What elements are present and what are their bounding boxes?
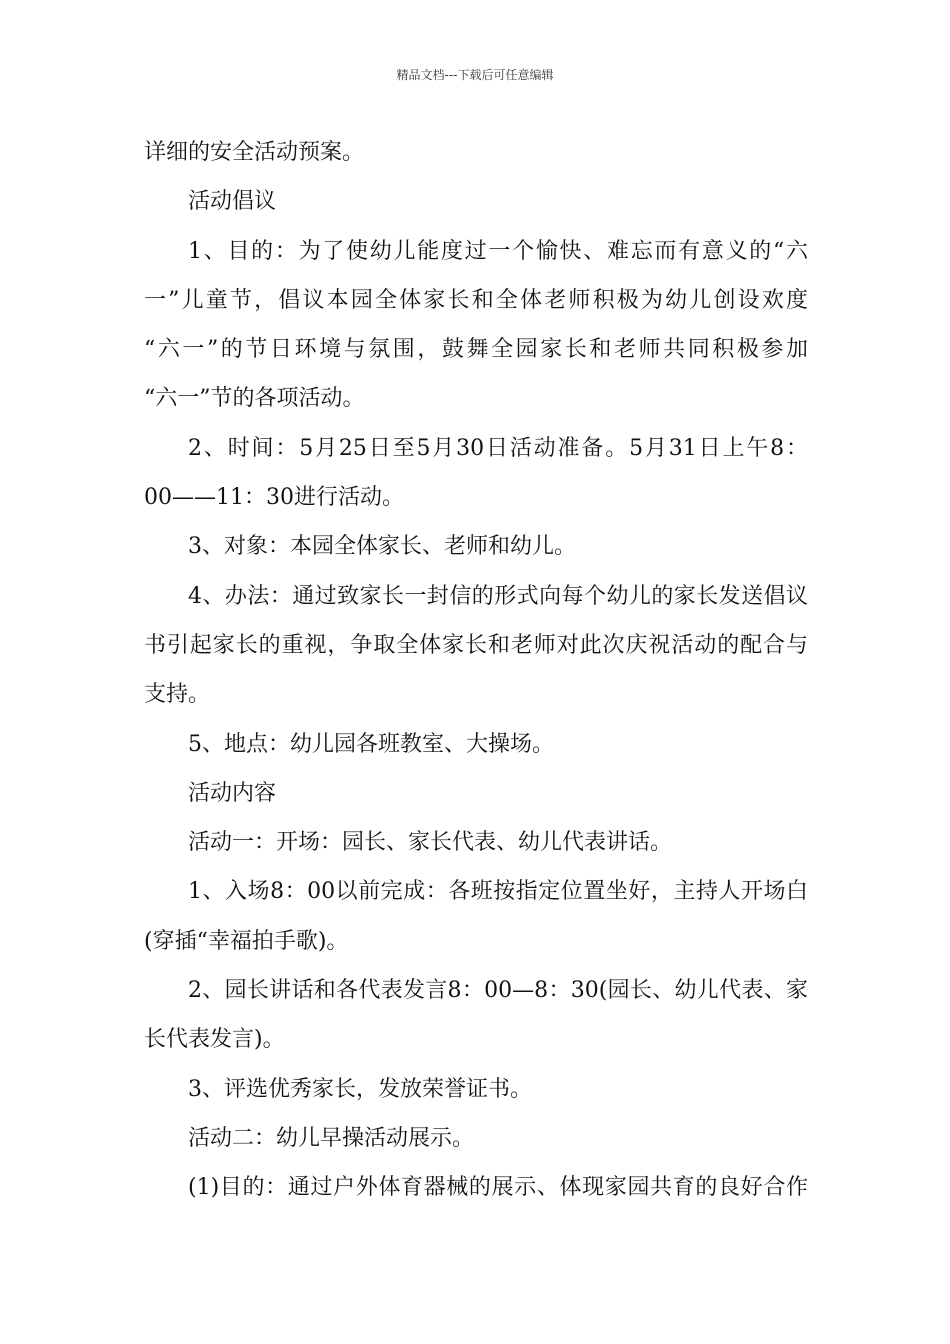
paragraph-line: 3、对象：本园全体家长、老师和幼儿。 <box>188 534 576 560</box>
paragraph-line: 详细的安全活动预案。 <box>144 140 365 165</box>
paragraph-line: 活动倡议 <box>188 189 277 215</box>
paragraph-line: 活动内容 <box>188 780 277 806</box>
paragraph-line: 5、地点：幼儿园各班教室、大操场。 <box>188 731 554 757</box>
paragraph-line: 支持。 <box>144 682 211 708</box>
paragraph-line: 2、时间：5月25日至5月30日活动准备。5月31日上午8： <box>188 435 808 461</box>
paragraph-line: “六一”的节日环境与氛围，鼓舞全园家长和老师共同积极参加 <box>144 337 808 363</box>
paragraph-line: (穿插“幸福拍手歌)。 <box>144 928 349 954</box>
paragraph-line: 1、入场8：00以前完成：各班按指定位置坐好，主持人开场白 <box>188 879 808 905</box>
paragraph-line: 00——11：30进行活动。 <box>144 485 404 511</box>
paragraph-line: 3、评选优秀家长，发放荣誉证书。 <box>188 1076 532 1102</box>
paragraph-line: 书引起家长的重视，争取全体家长和老师对此次庆祝活动的配合与 <box>144 632 808 658</box>
paragraph-line: 一”儿童节，倡议本园全体家长和全体老师积极为幼儿创设欢度 <box>144 287 808 313</box>
paragraph-line: 活动二：幼儿早操活动展示。 <box>188 1125 475 1151</box>
paragraph-line: 2、园长讲话和各代表发言8：00—8：30(园长、幼儿代表、家 <box>188 978 808 1004</box>
paragraph-line: (1)目的：通过户外体育器械的展示、体现家园共育的良好合作 <box>188 1175 808 1201</box>
paragraph-line: 活动一：开场：园长、家长代表、幼儿代表讲话。 <box>188 830 673 856</box>
paragraph-line: 4、办法：通过致家长一封信的形式向每个幼儿的家长发送倡议 <box>188 583 808 609</box>
paragraph-line: “六一”节的各项活动。 <box>144 386 365 412</box>
page-header: 精品文档---下载后可任意编辑 <box>396 68 554 82</box>
paragraph-line: 1、目的：为了使幼儿能度过一个愉快、难忘而有意义的“六 <box>188 238 808 264</box>
document-body <box>144 128 808 1213</box>
paragraph-line: 长代表发言)。 <box>144 1027 285 1053</box>
